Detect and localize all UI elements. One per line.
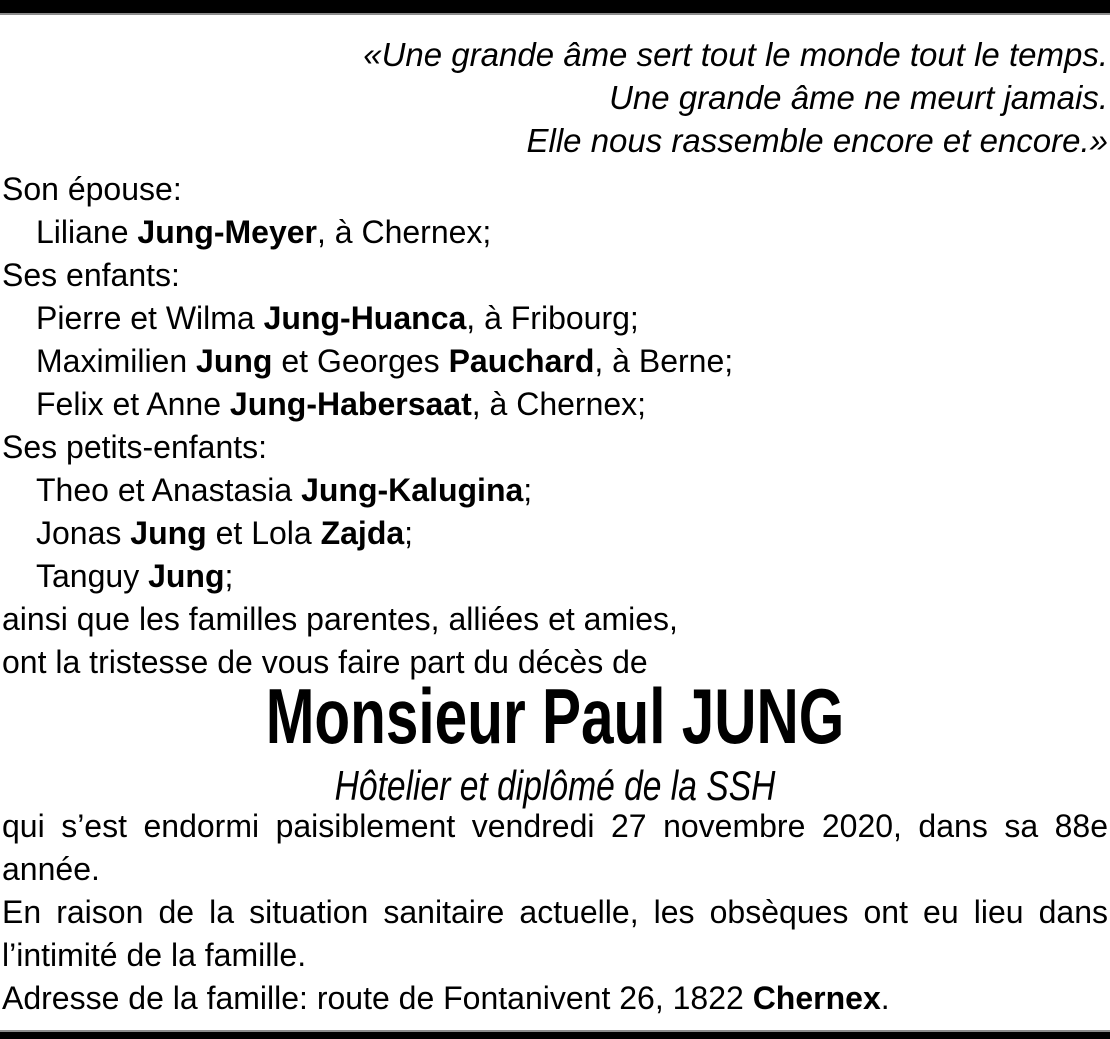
family-surname: Jung (148, 558, 225, 594)
family-line (2, 211, 1108, 254)
family-line (2, 297, 1108, 340)
family-line (2, 254, 1108, 297)
family-line (2, 469, 1108, 512)
family-line-text: Felix et Anne (36, 386, 230, 422)
family-surname: Jung-Habersaat (229, 386, 472, 422)
family-line-text: Jonas (36, 515, 131, 551)
quote-block (0, 33, 1108, 162)
announcement-line: l’intimité de la famille. (2, 937, 307, 973)
family-line (2, 426, 1108, 469)
quote-line: Une grande âme ne meurt jamais. (609, 79, 1108, 116)
announcement-line: année. (2, 851, 100, 887)
family-line-text: et Georges (272, 343, 449, 379)
announcement-line: qui s’est endormi paisiblement vendredi 27 novembre 2020, dans sa 88e (2, 808, 1108, 844)
family-line-text: Maximilien (36, 343, 197, 379)
family-line-text: Liliane (36, 214, 138, 250)
family-surname: Jung-Kalugina (301, 472, 524, 508)
family-line (2, 383, 1108, 426)
family-surname: Zajda (320, 515, 405, 551)
announcement-line: En raison de la situation sanitaire actuelle, les obsèques ont eu lieu dans (2, 894, 1108, 930)
announcement-block (2, 805, 1108, 1020)
quote-line: «Une grande âme sert tout le monde tout le temps. (363, 36, 1108, 73)
deceased-profession: Hôtelier et diplômé de la SSH (334, 762, 776, 809)
family-surname: Jung-Huanca (263, 300, 467, 336)
top-rule (0, 0, 1110, 15)
family-line-text: ; (404, 515, 414, 551)
quote-line: Elle nous rassemble encore et encore.» (526, 122, 1108, 159)
family-surname: Jung (130, 515, 207, 551)
family-line-text: ; (224, 558, 234, 594)
family-line-text: ; (523, 472, 533, 508)
family-line (2, 340, 1108, 383)
family-line-text: Ses petits-enfants: (2, 429, 268, 465)
family-line-text: Tanguy (36, 558, 149, 594)
address-locality: Chernex (752, 980, 881, 1016)
family-line-text: , à Berne; (594, 343, 734, 379)
family-line-text: Ses enfants: (2, 257, 180, 293)
family-line-text: ainsi que les familles parentes, alliées et amies, (2, 601, 678, 637)
family-line-text: ont la tristesse de vous faire part du décès de (2, 644, 648, 680)
family-line-text: , à Fribourg; (466, 300, 639, 336)
family-line-text: , à Chernex; (471, 386, 647, 422)
family-line-text: et Lola (206, 515, 321, 551)
family-line-text: , à Chernex; (317, 214, 492, 250)
bottom-rule (0, 1030, 1110, 1039)
family-line-text: Son épouse: (2, 171, 182, 207)
family-line (2, 168, 1108, 211)
address-text: Adresse de la famille: route de Fontanivent 26, 1822 (2, 980, 753, 1016)
family-line (2, 598, 1108, 641)
family-line (2, 555, 1108, 598)
family-line-text: Theo et Anastasia (36, 472, 302, 508)
family-list (2, 168, 1108, 684)
family-surname: Pauchard (448, 343, 595, 379)
family-line-text: Pierre et Wilma (36, 300, 264, 336)
deceased-name: Monsieur Paul JUNG (265, 672, 845, 760)
family-line (2, 512, 1108, 555)
family-surname: Jung (196, 343, 273, 379)
family-surname: Jung-Meyer (137, 214, 317, 250)
address-text: . (880, 980, 890, 1016)
family-address (2, 977, 1108, 1020)
